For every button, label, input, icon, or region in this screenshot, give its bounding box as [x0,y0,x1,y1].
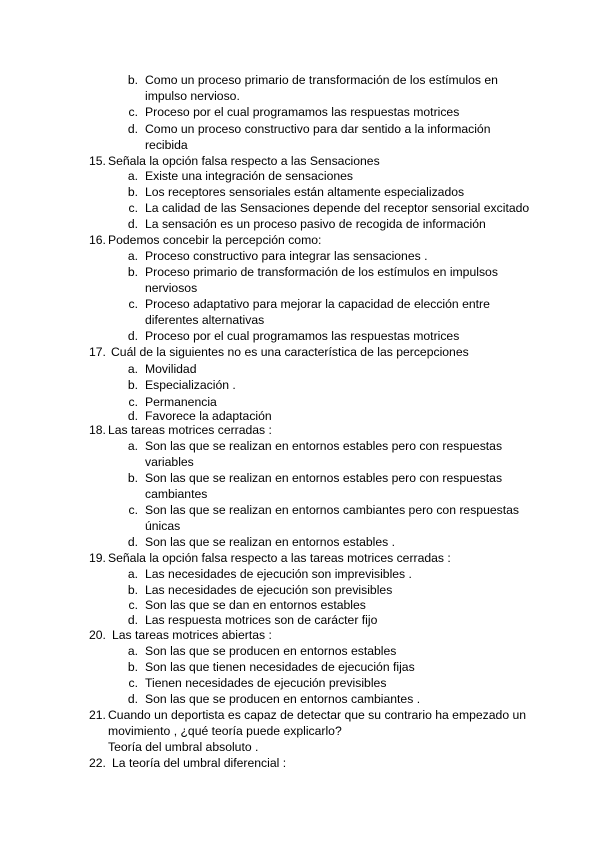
q14-option-b-cont: impulso nervioso. [145,89,240,103]
q16-option-d: Proceso por el cual programamos las respuestas motrices [145,329,460,343]
q15-option-d: La sensación es un proceso pasivo de recogida de información [145,217,486,231]
q18-option-b: Son las que se realizan en entornos estables pero con respuestas [145,471,503,485]
q17-number: 17. [89,345,106,359]
q18-option-a: Son las que se realizan en entornos estables pero con respuestas [145,439,503,453]
option-marker: d. [127,409,138,423]
q18-option-a-cont: variables [145,455,194,469]
option-marker: a. [127,169,138,183]
option-marker: d. [127,535,138,549]
q17-option-d: Favorece la adaptación [145,409,272,423]
option-marker: c. [128,201,138,215]
q19-number: 19. [89,551,106,565]
option-marker: b. [127,378,138,392]
option-marker: a. [127,362,138,376]
q19-option-a: Las necesidades de ejecución son imprevisibles . [145,567,412,581]
q15-option-b: Los receptores sensoriales están altamente especializados [145,185,465,199]
q21-text-cont: movimiento , ¿qué teoría puede explicarlo? [108,724,342,738]
option-marker: b. [127,265,138,279]
q16-option-b-cont: nerviosos [145,281,198,295]
option-marker: c. [128,598,138,612]
q14-option-c: Proceso por el cual programamos las respuestas motrices [145,105,460,119]
option-marker: d. [127,217,138,231]
q19-option-c: Son las que se dan en entornos estables [145,598,366,612]
q18-option-b-cont: cambiantes [145,487,208,501]
option-marker: d. [127,613,138,627]
q17-option-c: Permanencia [145,395,217,409]
q19-text: Señala la opción falsa respecto a las tareas motrices cerradas : [108,551,451,565]
option-marker: c. [128,676,138,690]
q16-option-a: Proceso constructivo para integrar las sensaciones . [145,249,428,263]
q19-option-b: Las necesidades de ejecución son previsibles [145,583,393,597]
option-marker: a. [127,249,138,263]
option-marker: c. [128,503,138,517]
q15-option-c: La calidad de las Sensaciones depende del receptor sensorial excitado [145,201,530,215]
q16-option-b: Proceso primario de transformación de los estímulos en impulsos [145,265,498,279]
option-marker: b. [127,660,138,674]
option-marker: b. [127,185,138,199]
q20-text: Las tareas motrices abiertas : [112,628,272,642]
option-marker: c. [128,297,138,311]
q15-text: Señala la opción falsa respecto a las Sensaciones [108,154,380,168]
option-marker: a. [127,439,138,453]
option-marker: c. [128,105,138,119]
option-marker: b. [127,583,138,597]
q16-option-c: Proceso adaptativo para mejorar la capacidad de elección entre [145,297,490,311]
option-marker: a. [127,567,138,581]
q21-answer: Teoría del umbral absoluto . [108,740,259,754]
q18-number: 18. [89,423,106,437]
q22-text: La teoría del umbral diferencial : [112,756,287,770]
q18-option-c: Son las que se realizan en entornos cambiantes pero con respuestas [145,503,519,517]
q17-text: Cuál de la siguientes no es una característica de las percepciones [111,345,469,359]
q16-text: Podemos concebir la percepción como: [108,233,322,247]
q16-number: 16. [89,233,106,247]
option-marker: d. [127,692,138,706]
q18-text: Las tareas motrices cerradas : [108,423,272,437]
q17-option-a: Movilidad [145,362,197,376]
q14-option-d: Como un proceso constructivo para dar sentido a la información [145,122,491,136]
q20-option-d: Son las que se producen en entornos cambiantes . [145,692,421,706]
option-marker: a. [127,644,138,658]
q19-option-d: Las respuesta motrices son de carácter fijo [145,613,378,627]
q22-number: 22. [89,756,106,770]
q15-option-a: Existe una integración de sensaciones [145,169,353,183]
q20-option-c: Tienen necesidades de ejecución previsibles [145,676,387,690]
option-marker: b. [127,471,138,485]
option-marker: d. [127,122,138,136]
q18-option-d: Son las que se realizan en entornos estables . [145,535,396,549]
option-marker: d. [127,329,138,343]
q14-option-d-cont: recibida [145,138,188,152]
option-marker: b. [127,73,138,87]
option-marker: c. [128,395,138,409]
q21-number: 21. [89,708,106,722]
q20-option-b: Son las que tienen necesidades de ejecución fijas [145,660,415,674]
q21-text: Cuando un deportista es capaz de detectar que su contrario ha empezado un [108,708,527,722]
q20-option-a: Son las que se producen en entornos estables [145,644,397,658]
q17-option-b: Especialización . [145,378,236,392]
q16-option-c-cont: diferentes alternativas [145,313,265,327]
q14-option-b: Como un proceso primario de transformación de los estímulos en [145,73,498,87]
q15-number: 15. [89,154,106,168]
q18-option-c-cont: únicas [145,519,181,533]
q20-number: 20. [89,628,106,642]
